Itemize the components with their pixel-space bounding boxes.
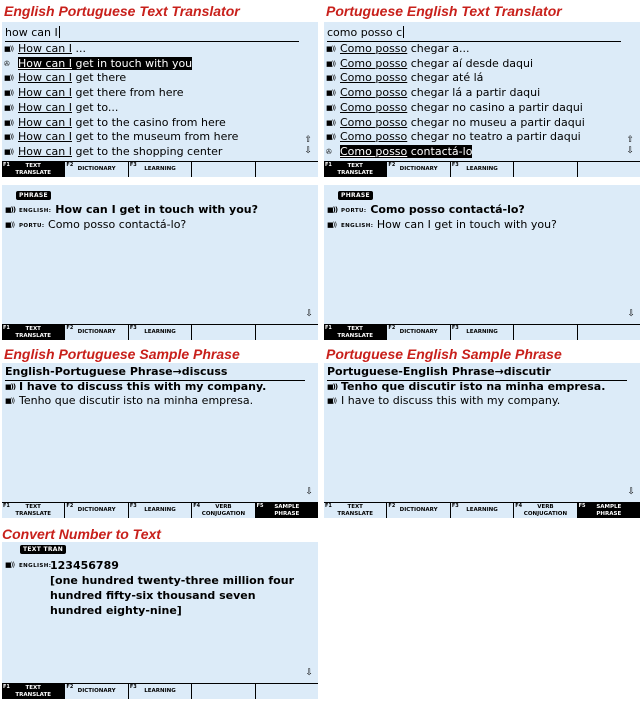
fkey-f2[interactable]	[387, 503, 450, 518]
down-arrow-icon[interactable]: ⇩	[304, 146, 312, 156]
fkey-empty	[514, 325, 577, 340]
fkey-label: TEXT TRANSLATE	[337, 503, 374, 517]
fkey-number: F3	[451, 503, 459, 509]
fkey-number: F1	[325, 162, 332, 168]
fkey-number: F2	[388, 162, 396, 168]
fkey-f1[interactable]	[2, 162, 65, 177]
fkey-f1[interactable]	[324, 162, 387, 177]
speaker-icon[interactable]: ■))	[5, 383, 16, 391]
list-item[interactable]	[326, 101, 583, 115]
list-item[interactable]	[326, 86, 540, 100]
fkey-f4[interactable]	[514, 503, 577, 518]
function-key-bar	[2, 502, 318, 518]
section-title: Portuguese English Text Translator	[326, 3, 562, 19]
fkey-label: DICTIONARY	[399, 329, 438, 335]
list-item[interactable]	[4, 86, 184, 100]
fkey-label: LEARNING	[144, 329, 176, 335]
down-arrow-icon[interactable]: ⇩	[305, 668, 313, 678]
fkey-f1[interactable]	[324, 325, 387, 340]
list-item-label: Como posso chegar até lá	[340, 71, 484, 85]
search-input[interactable]: como posso c	[327, 26, 621, 42]
fkey-empty	[256, 325, 318, 340]
fkey-f3[interactable]	[129, 503, 192, 518]
fkey-f2[interactable]	[65, 503, 128, 518]
fkey-f3[interactable]	[451, 503, 514, 518]
down-arrow-icon[interactable]: ⇩	[305, 487, 313, 497]
pe-sample-screen	[324, 363, 640, 518]
search-input[interactable]: how can I	[5, 26, 299, 42]
function-key-bar	[324, 324, 640, 340]
speaker-icon[interactable]: ■))	[4, 89, 14, 98]
fkey-empty	[578, 162, 640, 177]
phrase-line: ■)) Tenho que discutir isto na minha empresa.	[327, 380, 606, 393]
list-item[interactable]	[4, 145, 222, 159]
down-arrow-icon[interactable]: ⇩	[305, 309, 313, 319]
list-item[interactable]	[326, 130, 581, 144]
speaker-icon[interactable]: ■))	[4, 103, 14, 112]
up-arrow-icon[interactable]: ⇧	[626, 135, 634, 145]
fkey-number: F3	[129, 325, 137, 331]
down-arrow-icon[interactable]: ⇩	[626, 146, 634, 156]
pe-translator-screen	[324, 22, 640, 177]
list-item[interactable]	[326, 71, 483, 85]
speaker-icon[interactable]: ■))	[5, 221, 15, 229]
fkey-number: F3	[451, 325, 459, 331]
phrase-badge: PHRASE	[338, 191, 373, 200]
fkey-empty	[514, 162, 577, 177]
list-item[interactable]	[4, 101, 118, 115]
list-item[interactable]	[4, 116, 226, 130]
fkey-number: F3	[129, 162, 137, 168]
speaker-icon[interactable]: ■))	[326, 103, 336, 112]
phrase-badge: PHRASE	[16, 191, 51, 200]
fkey-label: TEXT TRANSLATE	[15, 503, 52, 517]
fkey-f4[interactable]	[192, 503, 255, 518]
phrase-line: ■)) ENGLISH: How can I get in touch with you?	[5, 203, 258, 216]
fkey-f3[interactable]	[129, 325, 192, 340]
list-item[interactable]	[4, 42, 86, 56]
fkey-label: TEXT TRANSLATE	[337, 162, 374, 176]
list-item-label: Como posso chegar no casino a partir daqui	[340, 100, 583, 114]
fkey-f3[interactable]	[129, 162, 192, 177]
list-item-label: How can I get to...	[18, 100, 119, 114]
fkey-number: F2	[66, 162, 74, 168]
speaker-icon[interactable]: ■))	[5, 561, 15, 569]
fkey-empty	[192, 684, 255, 699]
function-key-bar	[324, 502, 640, 518]
fkey-label: DICTIONARY	[77, 329, 116, 335]
list-item-label: Como posso chegar a...	[340, 42, 470, 55]
fkey-number: F1	[325, 325, 332, 331]
fkey-number: F1	[325, 503, 332, 509]
list-item-label: Como posso chegar lá a partir daqui	[340, 86, 541, 100]
fkey-label: TEXT TRANSLATE	[337, 325, 374, 339]
phrase-line: ■)) ENGLISH: How can I get in touch with you?	[327, 218, 557, 231]
speaker-icon[interactable]: ✇	[4, 59, 9, 68]
list-item-label: Como posso contactá-lo	[340, 144, 473, 158]
fkey-empty	[578, 325, 640, 340]
speaker-icon[interactable]: ■))	[4, 118, 14, 127]
section-title: English Portuguese Sample Phrase	[4, 346, 240, 362]
fkey-label: VERB CONJUGATION	[523, 503, 568, 517]
fkey-label: LEARNING	[144, 688, 176, 694]
fkey-label: LEARNING	[144, 507, 176, 513]
sample-header: Portuguese-English Phrase→discutir	[327, 365, 627, 381]
fkey-label: DICTIONARY	[399, 166, 438, 172]
fkey-number: F5	[578, 503, 586, 509]
function-key-bar	[2, 683, 318, 699]
function-key-bar	[2, 161, 318, 177]
ep-translator-screen	[2, 22, 318, 177]
speaker-icon[interactable]: ■))	[326, 89, 336, 98]
phrase-line: ■)) PORTU: Como posso contactá-lo?	[327, 203, 525, 216]
down-arrow-icon[interactable]: ⇩	[627, 309, 635, 319]
fkey-f3[interactable]	[451, 162, 514, 177]
fkey-f3[interactable]	[129, 684, 192, 699]
fkey-number: F2	[388, 503, 396, 509]
list-item-label: How can I get to the shopping center	[18, 144, 223, 158]
fkey-empty	[256, 684, 318, 699]
fkey-f1[interactable]	[324, 503, 387, 518]
section-title: Convert Number to Text	[2, 526, 161, 542]
fkey-label: LEARNING	[466, 166, 498, 172]
down-arrow-icon[interactable]: ⇩	[627, 487, 635, 497]
speaker-icon[interactable]: ■))	[326, 133, 336, 142]
number-line: ■)) ENGLISH:	[5, 558, 51, 573]
fkey-number: F4	[515, 503, 523, 509]
fkey-label: LEARNING	[144, 166, 176, 172]
fkey-number: F2	[66, 684, 74, 690]
text-cursor	[59, 26, 60, 38]
list-item-label: Como posso chegar no museu a partir daqui	[340, 115, 585, 129]
fkey-f2[interactable]	[65, 162, 128, 177]
fkey-label: SAMPLE PHRASE	[274, 503, 300, 517]
fkey-number: F2	[388, 325, 396, 331]
up-arrow-icon[interactable]: ⇧	[304, 135, 312, 145]
phrase-line: ■)) PORTU: Como posso contactá-lo?	[5, 218, 187, 231]
number-text: [one hundred twenty-three million four hundred fifty-six thousand seven hundred eighty-nine]	[50, 574, 294, 617]
fkey-f2[interactable]	[387, 162, 450, 177]
speaker-icon[interactable]: ■))	[327, 397, 337, 405]
fkey-label: SAMPLE PHRASE	[596, 503, 622, 517]
fkey-f2[interactable]	[65, 684, 128, 699]
speaker-icon[interactable]: ■))	[327, 383, 338, 391]
fkey-f2[interactable]	[387, 325, 450, 340]
text-tran-badge: TEXT TRAN	[20, 545, 66, 554]
fkey-f1[interactable]	[2, 325, 65, 340]
function-key-bar	[2, 324, 318, 340]
fkey-label: DICTIONARY	[77, 688, 116, 694]
function-key-bar	[324, 161, 640, 177]
fkey-label: DICTIONARY	[399, 507, 438, 513]
fkey-label: TEXT TRANSLATE	[15, 325, 52, 339]
fkey-number: F5	[256, 503, 264, 509]
speaker-icon[interactable]: ■))	[4, 147, 14, 156]
list-item[interactable]	[326, 116, 585, 130]
ep-phrase-screen	[2, 185, 318, 340]
list-item-label: How can I get to the museum from here	[18, 130, 239, 144]
speaker-icon[interactable]: ■))	[326, 74, 336, 83]
speaker-icon[interactable]: ■))	[326, 45, 336, 53]
fkey-number: F1	[3, 503, 10, 509]
speaker-icon[interactable]: ■))	[326, 59, 336, 68]
text-cursor	[403, 26, 404, 38]
speaker-icon[interactable]: ■))	[4, 45, 14, 53]
fkey-label: LEARNING	[466, 329, 498, 335]
sample-header: English-Portuguese Phrase→discuss	[5, 365, 305, 381]
list-item-label: How can I get there from here	[18, 86, 184, 100]
speaker-icon[interactable]: ■))	[327, 221, 337, 229]
speaker-icon[interactable]: ■))	[4, 74, 14, 83]
list-item[interactable]	[4, 57, 192, 71]
fkey-number: F1	[3, 684, 10, 690]
list-item-label: Como posso chegar no teatro a partir daqui	[340, 130, 581, 144]
speaker-icon[interactable]: ■))	[326, 118, 336, 127]
ep-sample-screen	[2, 363, 318, 518]
fkey-empty	[192, 325, 255, 340]
list-item-label: How can I ...	[18, 42, 86, 55]
pe-phrase-screen	[324, 185, 640, 340]
speaker-icon[interactable]: ■))	[327, 206, 338, 214]
fkey-f2[interactable]	[65, 325, 128, 340]
list-item-label: How can I get in touch with you	[18, 56, 193, 70]
fkey-number: F1	[3, 162, 10, 168]
section-title: English Portuguese Text Translator	[4, 3, 240, 19]
fkey-f1[interactable]	[2, 503, 65, 518]
fkey-number: F2	[66, 503, 74, 509]
fkey-label: VERB CONJUGATION	[201, 503, 246, 517]
fkey-number: F3	[129, 503, 137, 509]
section-title: Portuguese English Sample Phrase	[326, 346, 562, 362]
speaker-icon[interactable]: ■))	[5, 397, 15, 405]
list-item[interactable]	[326, 42, 470, 56]
convert-screen	[2, 542, 318, 699]
speaker-icon[interactable]: ■))	[4, 133, 14, 142]
list-item[interactable]	[326, 145, 472, 159]
phrase-line: ■)) Tenho que discutir isto na minha empresa.	[5, 394, 254, 407]
speaker-icon[interactable]: ■))	[5, 206, 16, 214]
fkey-label: DICTIONARY	[77, 166, 116, 172]
fkey-empty	[192, 162, 255, 177]
speaker-icon[interactable]: ✇	[326, 147, 331, 156]
fkey-number: F2	[66, 325, 74, 331]
list-item[interactable]	[326, 57, 533, 71]
fkey-number: F3	[129, 684, 137, 690]
fkey-label: LEARNING	[466, 507, 498, 513]
fkey-number: F3	[451, 162, 459, 168]
fkey-label: TEXT TRANSLATE	[15, 162, 52, 176]
fkey-f5[interactable]	[578, 503, 640, 518]
fkey-label: TEXT TRANSLATE	[15, 684, 52, 698]
list-item-label: Como posso chegar aí desde daqui	[340, 56, 534, 70]
phrase-line: ■)) I have to discuss this with my company.	[327, 394, 561, 407]
fkey-number: F4	[193, 503, 201, 509]
list-item[interactable]	[4, 71, 126, 85]
fkey-label: DICTIONARY	[77, 507, 116, 513]
list-item[interactable]	[4, 130, 238, 144]
number-value: 123456789	[50, 559, 119, 572]
fkey-f5[interactable]	[256, 503, 318, 518]
list-item-label: How can I get there	[18, 71, 127, 85]
fkey-f1[interactable]	[2, 684, 65, 699]
phrase-line: ■)) I have to discuss this with my company.	[5, 380, 267, 393]
fkey-f3[interactable]	[451, 325, 514, 340]
fkey-empty	[256, 162, 318, 177]
fkey-number: F1	[3, 325, 10, 331]
list-item-label: How can I get to the casino from here	[18, 115, 226, 129]
